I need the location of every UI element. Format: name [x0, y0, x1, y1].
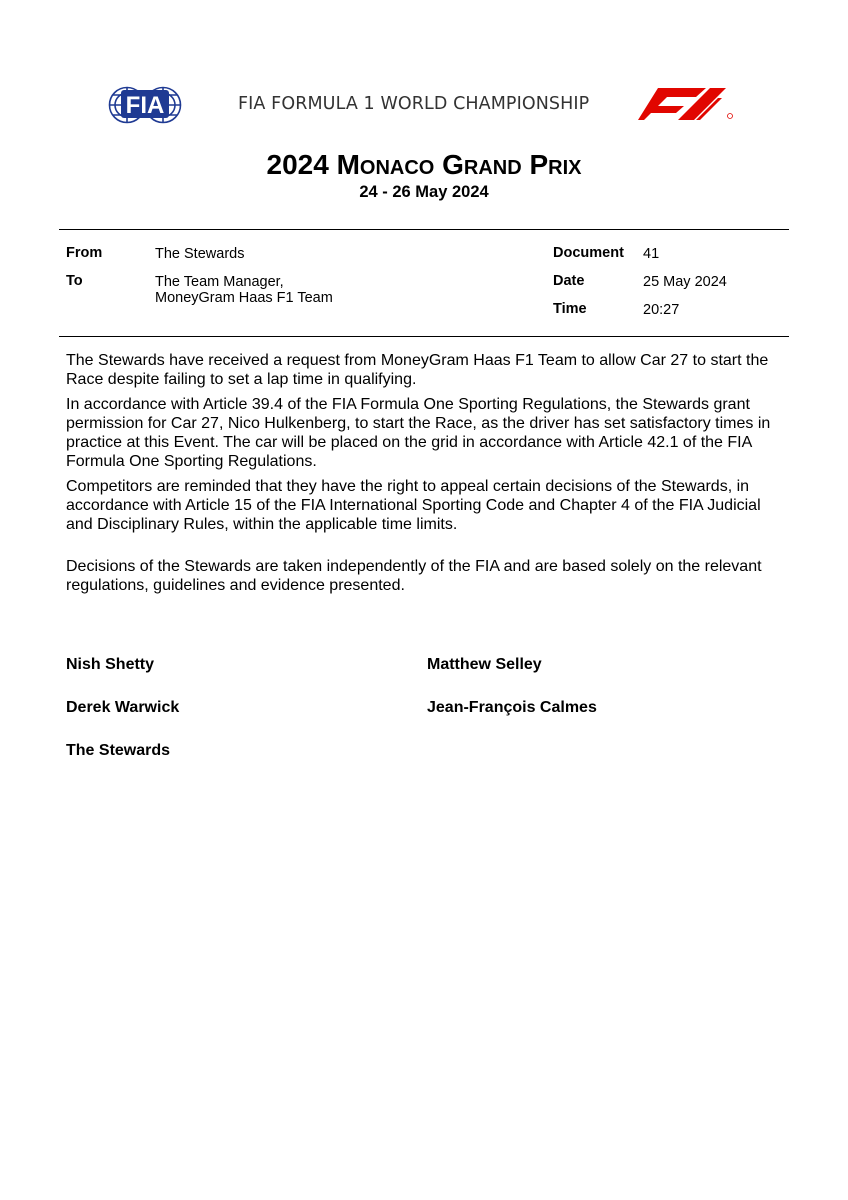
signature-closing: The Stewards	[66, 742, 171, 759]
from-value: The Stewards	[155, 246, 245, 262]
document-label: Document	[553, 245, 624, 261]
svg-text:FIA: FIA	[125, 92, 165, 119]
title-name: Monaco Grand Prix	[336, 149, 582, 180]
to-value-line1: The Team Manager,	[155, 274, 284, 290]
page-title	[0, 148, 848, 182]
steward-name: Jean-François Calmes	[427, 699, 597, 716]
f1-logo	[636, 88, 740, 120]
steward-name: Matthew Selley	[427, 656, 542, 673]
divider-bottom	[59, 336, 789, 337]
championship-title: FIA FORMULA 1 WORLD CHAMPIONSHIP	[238, 94, 590, 114]
to-value-line2: MoneyGram Haas F1 Team	[155, 290, 333, 306]
fia-logo	[108, 78, 182, 132]
paragraph-appeal-notice: Competitors are reminded that they have the right to appeal certain decisions of the Stewards, in accordance with Article 15 of the FIA International Sporting Code and Chapter 4 of the FIA Judicial and Disciplinary Rules, within the applicable time limits.	[66, 478, 761, 533]
decision-body	[66, 351, 782, 601]
divider-top	[59, 229, 789, 230]
time-label: Time	[553, 301, 587, 317]
paragraph-decision: In accordance with Article 39.4 of the FIA Formula One Sporting Regulations, the Stewards grant permission for Car 27, Nico Hulkenberg, to start the Race, as the driver has set satisfactory times in practice at this Event. The car will be placed on the grid in accordance with Article 42.1 of the FIA Formula One Sporting Regulations.	[66, 396, 771, 470]
paragraph-request: The Stewards have received a request from MoneyGram Haas F1 Team to allow Car 27 to start the Race despite failing to set a lap time in qualifying.	[66, 352, 769, 388]
to-label: To	[66, 273, 83, 289]
from-label: From	[66, 245, 103, 261]
time-value: 20:27	[643, 302, 680, 318]
event-dates: 24 - 26 May 2024	[359, 183, 489, 201]
date-value: 25 May 2024	[643, 274, 727, 290]
svg-text:F1	[637, 117, 638, 118]
steward-name: Nish Shetty	[66, 656, 155, 673]
document-value: 41	[643, 246, 660, 262]
title-year: 2024	[266, 149, 329, 180]
date-label: Date	[553, 273, 585, 289]
steward-name: Derek Warwick	[66, 699, 180, 716]
paragraph-independence: Decisions of the Stewards are taken independently of the FIA and are based solely on the relevant regulations, guidelines and evidence presented.	[66, 558, 762, 594]
